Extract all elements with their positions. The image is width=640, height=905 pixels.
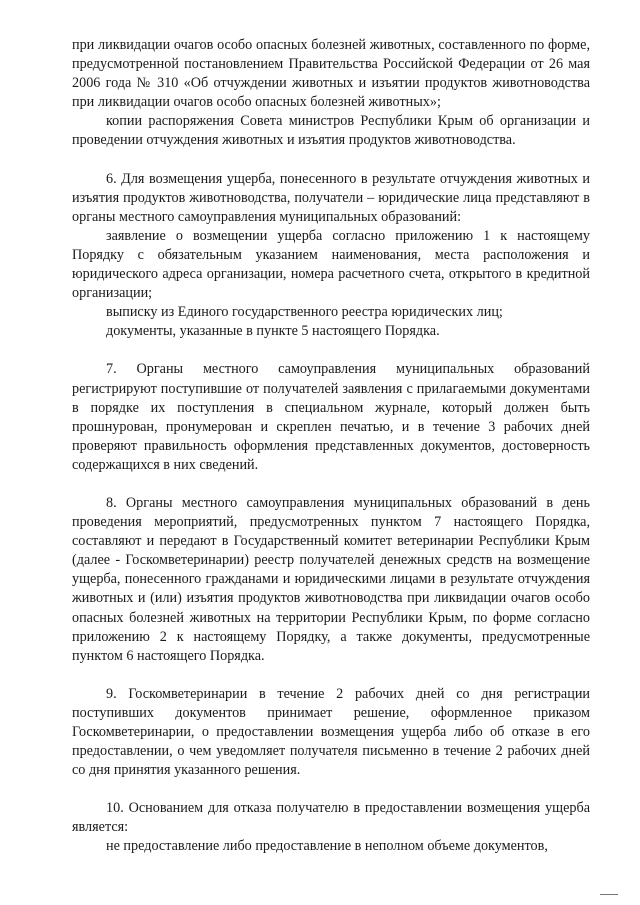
paragraph-item-10-reason: не предоставление либо предоставление в неполном объеме документов, (106, 838, 548, 855)
scan-corner-mark (600, 891, 618, 895)
paragraph-item-8: 8. Органы местного самоуправления муниципальных образований в день проведения мероприятий, предусмотренных пунктом 7 настоящего Порядка, составляют и передают в Государственный комитет ветеринарии Республики Крым (далее - Госкомветеринарии) реестр получателей денежных средств на возмещение ущерба, понесенного гражданами и юридическими лицами в результате отчуждения животных и (или) изъятия продуктов животноводства при ликвидации очагов особо опасных болезней животных на территории Республики Крым, по форме согласно приложению 2 к настоящему Порядку, а также документы, предусмотренные пунктом 6 настоящего Порядка. (72, 494, 590, 664)
paragraph-item-6-documents: документы, указанные в пункте 5 настоящего Порядка. (106, 323, 440, 340)
paragraph-item-7: 7. Органы местного самоуправления муниципальных образований регистрируют поступившие от получателей заявления с прилагаемыми документами в порядке их поступления в специальном журнале, который должен быть прошнурован, пронумерован и скреплен печатью, и в течение 3 рабочих дней проверяют правильность оформления представленных документов, достоверность содержащихся в них сведений. (72, 361, 590, 473)
paragraph-item-9: 9. Госкомветеринарии в течение 2 рабочих дней со дня регистрации поступивших документов принимает решение, оформленное приказом Госкомветеринарии, о предоставлении возмещения ущерба либо об отказе в его предоставлении, о чем уведомляет получателя письменно в течение 2 рабочих дней со дня принятия указанного решения. (72, 685, 590, 779)
paragraph-1: при ликвидации очагов особо опасных болезней животных, составленного по форме, предусмотренной постановлением Правительства Российской Федерации от 26 мая 2006 года № 310 «Об отчуждении животных и изъятии продуктов животноводства при ликвидации очагов особо опасных болезней животных»; (72, 37, 590, 111)
document-page (72, 36, 590, 857)
paragraph-2: копии распоряжения Совета министров Республики Крым об организации и проведении отчуждения животных и изъятия продуктов животноводства. (72, 113, 590, 149)
paragraph-item-6-extract: выписку из Единого государственного реестра юридических лиц; (106, 304, 503, 321)
paragraph-item-10: 10. Основанием для отказа получателю в предоставлении возмещения ущерба является: (72, 800, 590, 836)
paragraph-item-6-application: заявление о возмещении ущерба согласно приложению 1 к настоящему Порядку с обязательным указанием наименования, места расположения и юридического адреса организации, номера расчетного счета, открытого в кредитной организации; (72, 227, 590, 302)
paragraph-item-6: 6. Для возмещения ущерба, понесенного в результате отчуждения животных и изъятия продуктов животноводства, получатели – юридические лица представляют в органы местного самоуправления муниципальных образований: (72, 170, 590, 225)
